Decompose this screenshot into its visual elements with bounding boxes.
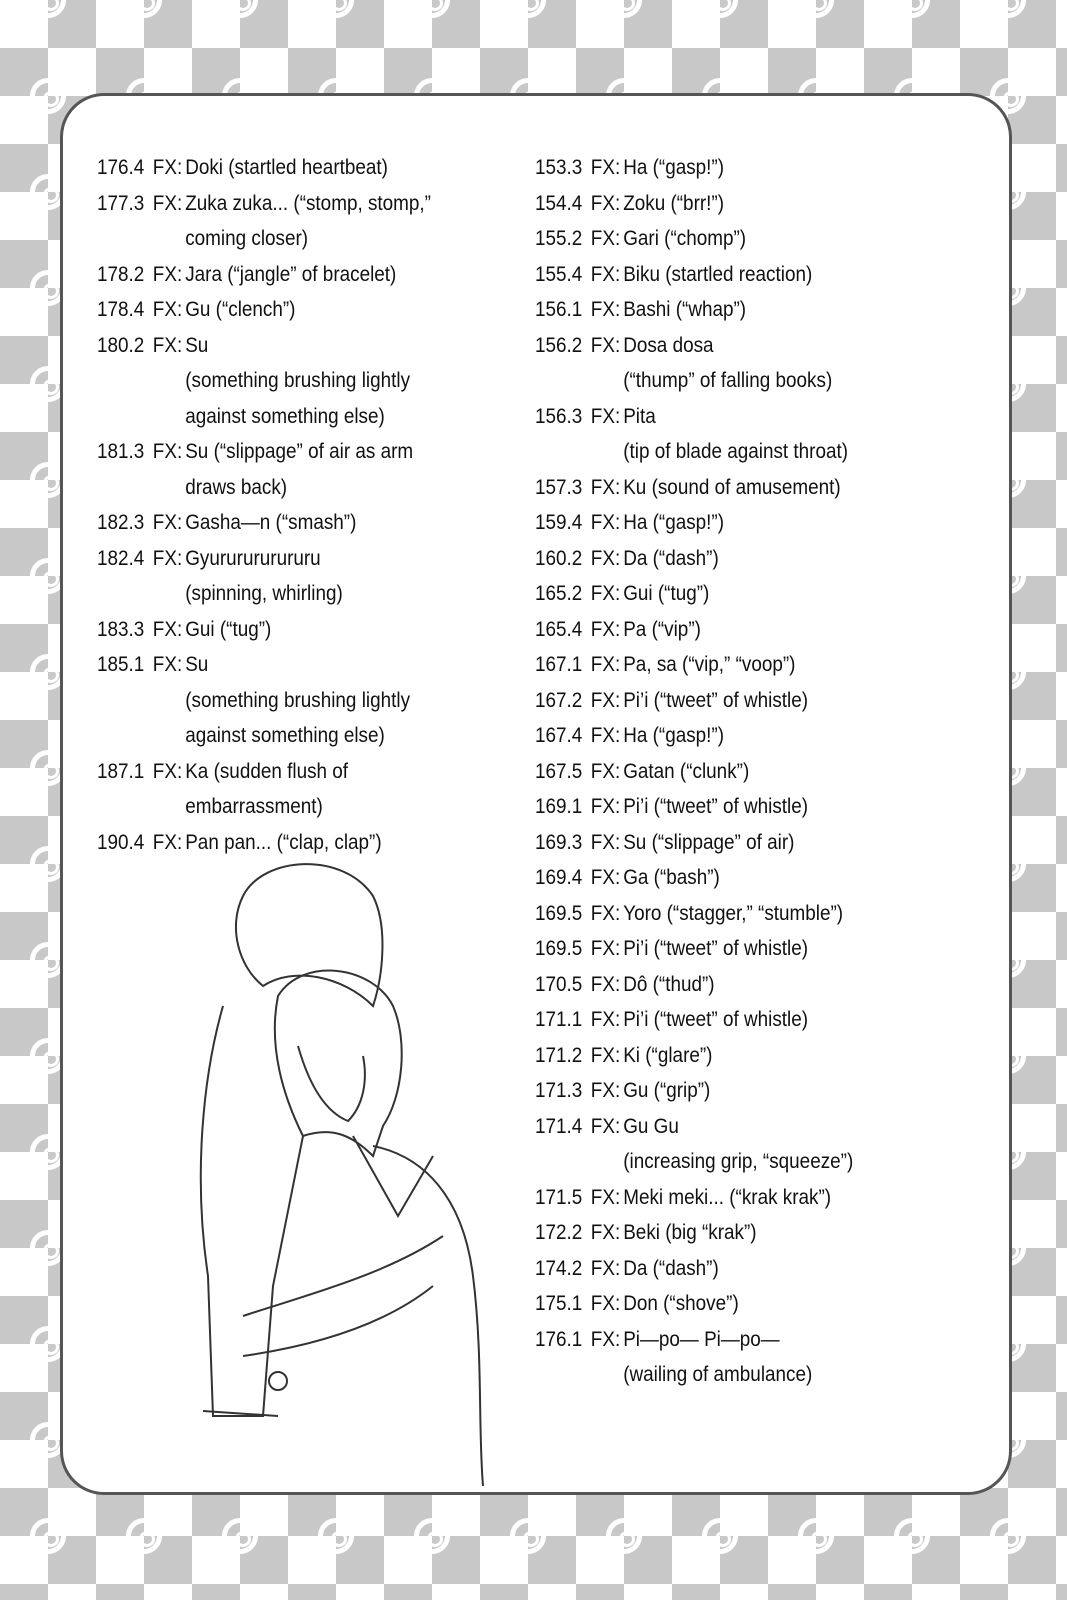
fx-description-line: Ha (“gasp!”): [623, 156, 725, 179]
arm: [243, 1236, 443, 1316]
fx-entry: [535, 186, 853, 222]
page-panel-number: 176.1: [535, 1327, 583, 1351]
fx-description-line: Da (“dash”): [623, 546, 719, 570]
left-column: [97, 150, 431, 860]
page-panel-number: 156.1: [535, 298, 583, 321]
ornament-icon: [126, 1518, 162, 1554]
ornament-icon: [30, 1518, 66, 1554]
page-panel-number: 155.4: [535, 262, 583, 286]
page-panel-number: 177.3: [97, 191, 145, 215]
fx-description: [623, 1073, 710, 1109]
fx-entry: [535, 1002, 853, 1038]
fx-description-line: Gu (“grip”): [623, 1079, 711, 1102]
fx-label: FX:: [590, 298, 621, 321]
page-panel-number: 176.4: [97, 156, 145, 179]
fx-entry: [535, 1180, 853, 1216]
fx-entry: [535, 967, 853, 1003]
fx-description: [623, 541, 719, 577]
page-panel-number: 180.2: [97, 333, 145, 357]
ornament-icon: [318, 0, 354, 18]
page-panel-number: 182.3: [97, 511, 145, 534]
fx-label: FX:: [590, 937, 621, 960]
fx-description: [623, 1322, 812, 1393]
fx-label: FX:: [590, 1043, 621, 1067]
fx-description-line: Gasha—n (“smash”): [185, 511, 357, 534]
fx-description: [623, 825, 794, 861]
fx-description-line: Meki meki... (“krak krak”): [623, 1185, 832, 1209]
fx-description-line: (something brushing lightly: [185, 688, 411, 712]
fx-description-line: (tip of blade against throat): [623, 440, 849, 463]
fx-label: FX:: [590, 156, 621, 179]
fx-description-line: Ha (“gasp!”): [623, 724, 725, 747]
fx-entry: [97, 505, 431, 541]
fx-description-line: Pi’i (“tweet” of whistle): [623, 795, 809, 818]
fx-description-line: Yoro (“stagger,” “stumble”): [623, 901, 844, 925]
ornament-icon: [798, 0, 834, 18]
fx-description: [623, 612, 701, 648]
page-panel-number: 182.4: [97, 546, 145, 570]
fx-description-line: Gu (“clench”): [185, 298, 296, 321]
page-panel-number: 185.1: [97, 653, 145, 676]
fx-description-line: embarrassment): [185, 795, 323, 818]
fx-entry: [535, 505, 853, 541]
fx-entry: [535, 328, 853, 399]
manga-illustration: [183, 856, 523, 1496]
ornament-icon: [990, 1518, 1026, 1554]
fx-entry: [535, 1215, 853, 1251]
fx-description: [623, 1215, 756, 1251]
fx-description-line: Don (“shove”): [623, 1292, 739, 1315]
fx-entry: [535, 150, 853, 186]
fx-description: [185, 434, 413, 505]
ornament-icon: [126, 0, 162, 18]
fx-description-line: Pi—po— Pi—po—: [623, 1327, 780, 1351]
fx-description: [185, 754, 348, 825]
fx-label: FX:: [590, 972, 621, 996]
fx-label: FX:: [590, 1221, 621, 1244]
fx-entry: [97, 434, 431, 505]
fx-entry: [97, 647, 431, 754]
fx-label: FX:: [590, 1008, 621, 1031]
fx-label: FX:: [590, 475, 621, 499]
fx-entry: [535, 257, 853, 293]
page-panel-number: 187.1: [97, 759, 145, 783]
fx-entry: [535, 1286, 853, 1322]
page-panel-number: 171.2: [535, 1043, 583, 1067]
fx-description: [623, 931, 808, 967]
fx-description: [623, 718, 724, 754]
fx-label: FX:: [590, 1114, 621, 1138]
fx-description-line: Da (“dash”): [623, 1256, 719, 1280]
ornament-icon: [222, 0, 258, 18]
fx-label: FX:: [590, 759, 621, 783]
fx-description-line: Dosa dosa: [623, 333, 714, 357]
fx-description: [623, 1180, 831, 1216]
fx-entry: [535, 576, 853, 612]
page-panel-number: 167.2: [535, 688, 583, 712]
page-panel-number: 167.4: [535, 724, 583, 747]
girl-hair: [275, 971, 402, 1156]
page-panel-number: 153.3: [535, 156, 583, 179]
page-panel-number: 171.5: [535, 1185, 583, 1209]
fx-label: FX:: [590, 1079, 621, 1102]
fx-entry: [535, 754, 853, 790]
fx-entry: [535, 470, 853, 506]
page-panel-number: 169.1: [535, 795, 583, 818]
fx-description: [185, 186, 431, 257]
ornament-icon: [510, 0, 546, 18]
fx-entry: [97, 292, 431, 328]
fx-entry: [535, 399, 853, 470]
fx-entry: [535, 931, 853, 967]
fx-entry: [535, 896, 853, 932]
fx-description-line: Ha (“gasp!”): [623, 511, 725, 534]
fx-label: FX:: [590, 795, 621, 818]
ornament-icon: [510, 1518, 546, 1554]
ornament-icon: [702, 0, 738, 18]
fx-description-line: Zuka zuka... (“stomp, stomp,”: [185, 191, 431, 215]
fx-description: [185, 825, 381, 861]
ornament-icon: [606, 1518, 642, 1554]
fx-description-line: Beki (big “krak”): [623, 1221, 757, 1244]
page-panel-number: 167.1: [535, 653, 583, 676]
page-panel-number: 178.2: [97, 262, 145, 286]
fx-description: [185, 150, 388, 186]
page-panel-number: 156.3: [535, 404, 583, 428]
girl-body: [373, 1146, 483, 1486]
fx-description-line: (something brushing lightly: [185, 369, 411, 392]
fx-label: FX:: [152, 511, 183, 534]
fx-entry: [97, 328, 431, 435]
fx-description-line: Dô (“thud”): [623, 972, 715, 996]
fx-description-line: Gatan (“clunk”): [623, 759, 750, 783]
page-panel-number: 156.2: [535, 333, 583, 357]
fx-description: [185, 505, 356, 541]
fx-label: FX:: [152, 653, 183, 676]
fx-description-line: Pi’i (“tweet” of whistle): [623, 1008, 809, 1031]
fx-description-line: (spinning, whirling): [185, 582, 343, 605]
page-panel-number: 175.1: [535, 1292, 583, 1315]
fx-description-line: Bashi (“whap”): [623, 298, 747, 321]
fx-description: [623, 292, 746, 328]
fx-description-line: Ka (sudden flush of: [185, 759, 349, 783]
page-panel-number: 190.4: [97, 830, 145, 854]
fx-entry: [535, 647, 853, 683]
fx-description-line: Zoku (“brr!”): [623, 191, 724, 215]
fx-description: [185, 257, 396, 293]
page-panel-number: 170.5: [535, 972, 583, 996]
fx-entry: [535, 1038, 853, 1074]
fx-description: [623, 470, 840, 506]
fx-entry: [97, 825, 431, 861]
page-panel-number: 171.4: [535, 1114, 583, 1138]
fx-label: FX:: [590, 617, 621, 641]
ornament-icon: [798, 1518, 834, 1554]
fx-description: [185, 541, 343, 612]
fx-description: [623, 683, 808, 719]
fx-label: FX:: [152, 156, 183, 179]
page-panel-number: 167.5: [535, 759, 583, 783]
fx-description: [623, 257, 812, 293]
ornament-icon: [702, 1518, 738, 1554]
fx-entry: [535, 292, 853, 328]
fx-description-line: against something else): [185, 404, 385, 428]
fx-description-line: coming closer): [185, 227, 309, 250]
page-panel-number: 165.4: [535, 617, 583, 641]
fx-entry: [535, 683, 853, 719]
fx-label: FX:: [590, 511, 621, 534]
fx-label: FX:: [590, 866, 621, 889]
fx-entry: [535, 221, 853, 257]
fx-label: FX:: [590, 262, 621, 286]
fx-label: FX:: [590, 1185, 621, 1209]
page-panel-number: 155.2: [535, 227, 583, 250]
fx-label: FX:: [152, 440, 183, 463]
fx-description: [185, 292, 295, 328]
fx-description: [623, 1109, 853, 1180]
fx-label: FX:: [152, 262, 183, 286]
right-column: [535, 150, 853, 1393]
fx-entry: [97, 754, 431, 825]
fx-description: [185, 612, 271, 648]
fx-description: [623, 1038, 712, 1074]
ornament-icon: [990, 0, 1026, 18]
page-panel-number: 165.2: [535, 582, 583, 605]
page-panel-number: 154.4: [535, 191, 583, 215]
boy-hair: [236, 864, 383, 1006]
fx-label: FX:: [152, 830, 183, 854]
fx-label: FX:: [590, 582, 621, 605]
fx-description: [623, 1251, 719, 1287]
page-panel-number: 160.2: [535, 546, 583, 570]
page-panel-number: 171.1: [535, 1008, 583, 1031]
fx-description-line: (increasing grip, “squeeze”): [623, 1150, 854, 1173]
fx-description-line: against something else): [185, 724, 385, 747]
fx-description-line: Doki (startled heartbeat): [185, 156, 388, 179]
page-panel-number: 178.4: [97, 298, 145, 321]
fx-entry: [535, 860, 853, 896]
fx-entry: [97, 257, 431, 293]
page-panel-number: 172.2: [535, 1221, 583, 1244]
fx-label: FX:: [590, 724, 621, 747]
fx-label: FX:: [152, 333, 183, 357]
fx-description: [623, 1286, 739, 1322]
fx-description-line: Biku (startled reaction): [623, 262, 813, 286]
watch: [269, 1372, 287, 1390]
fx-entry: [535, 1322, 853, 1393]
fx-description-line: Pi’i (“tweet” of whistle): [623, 688, 809, 712]
ornament-icon: [606, 0, 642, 18]
fx-description: [623, 896, 843, 932]
fx-entry: [535, 1073, 853, 1109]
fx-description: [623, 328, 832, 399]
fx-label: FX:: [590, 1292, 621, 1315]
fx-description-line: Ga (“bash”): [623, 866, 720, 889]
fx-description-line: Gari (“chomp”): [623, 227, 747, 250]
fx-entry: [97, 541, 431, 612]
fx-entry: [535, 541, 853, 577]
ornament-icon: [30, 0, 66, 18]
fx-description: [623, 754, 749, 790]
page-panel-number: 159.4: [535, 511, 583, 534]
ornament-icon: [894, 1518, 930, 1554]
fx-label: FX:: [590, 546, 621, 570]
fx-description-line: Jara (“jangle” of bracelet): [185, 262, 397, 286]
fx-description: [623, 150, 724, 186]
fx-label: FX:: [590, 404, 621, 428]
fx-description-line: Su (“slippage” of air as arm: [185, 440, 414, 463]
page-panel-number: 171.3: [535, 1079, 583, 1102]
fx-description-line: Pa, sa (“vip,” “voop”): [623, 653, 796, 676]
page-panel-number: 169.4: [535, 866, 583, 889]
fx-entry: [97, 150, 431, 186]
fx-description-line: Su: [185, 333, 209, 357]
fx-description-line: Pita: [623, 404, 656, 428]
fx-label: FX:: [590, 1327, 621, 1351]
fx-description-line: Ki (“glare”): [623, 1043, 713, 1067]
fx-description: [623, 789, 808, 825]
fx-description-line: Gyururururururu: [185, 546, 321, 570]
fx-entry: [97, 186, 431, 257]
fx-description-line: Gui (“tug”): [185, 617, 272, 641]
page-panel-number: 183.3: [97, 617, 145, 641]
fx-label: FX:: [152, 298, 183, 321]
ornament-icon: [318, 1518, 354, 1554]
fx-entry: [535, 612, 853, 648]
fx-description-line: Pi’i (“tweet” of whistle): [623, 937, 809, 960]
fx-description-line: Pa (“vip”): [623, 617, 701, 641]
fx-label: FX:: [152, 759, 183, 783]
fx-description: [623, 186, 724, 222]
fx-description: [185, 328, 410, 435]
fx-entry: [535, 1109, 853, 1180]
fx-entry: [535, 789, 853, 825]
fx-label: FX:: [590, 830, 621, 854]
ornament-icon: [222, 1518, 258, 1554]
fx-description-line: Ku (sound of amusement): [623, 475, 841, 499]
fx-description-line: Su (“slippage” of air): [623, 830, 795, 854]
ornament-icon: [30, 78, 66, 114]
fx-label: FX:: [590, 653, 621, 676]
fx-label: FX:: [590, 901, 621, 925]
fx-description: [623, 576, 709, 612]
fx-entry: [535, 718, 853, 754]
fx-description-line: (wailing of ambulance): [623, 1363, 813, 1386]
fx-description-line: Su: [185, 653, 209, 676]
fx-entry: [535, 1251, 853, 1287]
fx-label: FX:: [590, 688, 621, 712]
fx-description: [623, 399, 848, 470]
ornament-icon: [414, 1518, 450, 1554]
girl-face: [298, 1046, 365, 1121]
fx-description: [623, 967, 714, 1003]
fx-description: [185, 647, 410, 754]
fx-description-line: Pan pan... (“clap, clap”): [185, 830, 382, 854]
fx-entry: [97, 612, 431, 648]
fx-label: FX:: [152, 546, 183, 570]
fx-description-line: (“thump” of falling books): [623, 369, 833, 392]
fx-label: FX:: [152, 617, 183, 641]
fx-label: FX:: [590, 191, 621, 215]
fx-description-line: Gui (“tug”): [623, 582, 710, 605]
fx-description-line: Gu Gu: [623, 1114, 679, 1138]
page-panel-number: 157.3: [535, 475, 583, 499]
fx-description: [623, 1002, 808, 1038]
fx-description: [623, 505, 724, 541]
fx-glossary-panel: [60, 93, 1012, 1495]
page-panel-number: 169.5: [535, 937, 583, 960]
fx-label: FX:: [590, 227, 621, 250]
fx-description: [623, 647, 795, 683]
fx-description: [623, 860, 720, 896]
ornament-icon: [414, 0, 450, 18]
page-panel-number: 169.5: [535, 901, 583, 925]
fx-label: FX:: [590, 1256, 621, 1280]
fx-entry: [535, 825, 853, 861]
fx-label: FX:: [152, 191, 183, 215]
page-panel-number: 181.3: [97, 440, 145, 463]
ornament-icon: [894, 0, 930, 18]
page-panel-number: 174.2: [535, 1256, 583, 1280]
page-panel-number: 169.3: [535, 830, 583, 854]
fx-description-line: draws back): [185, 475, 288, 499]
fx-label: FX:: [590, 333, 621, 357]
fx-description: [623, 221, 746, 257]
